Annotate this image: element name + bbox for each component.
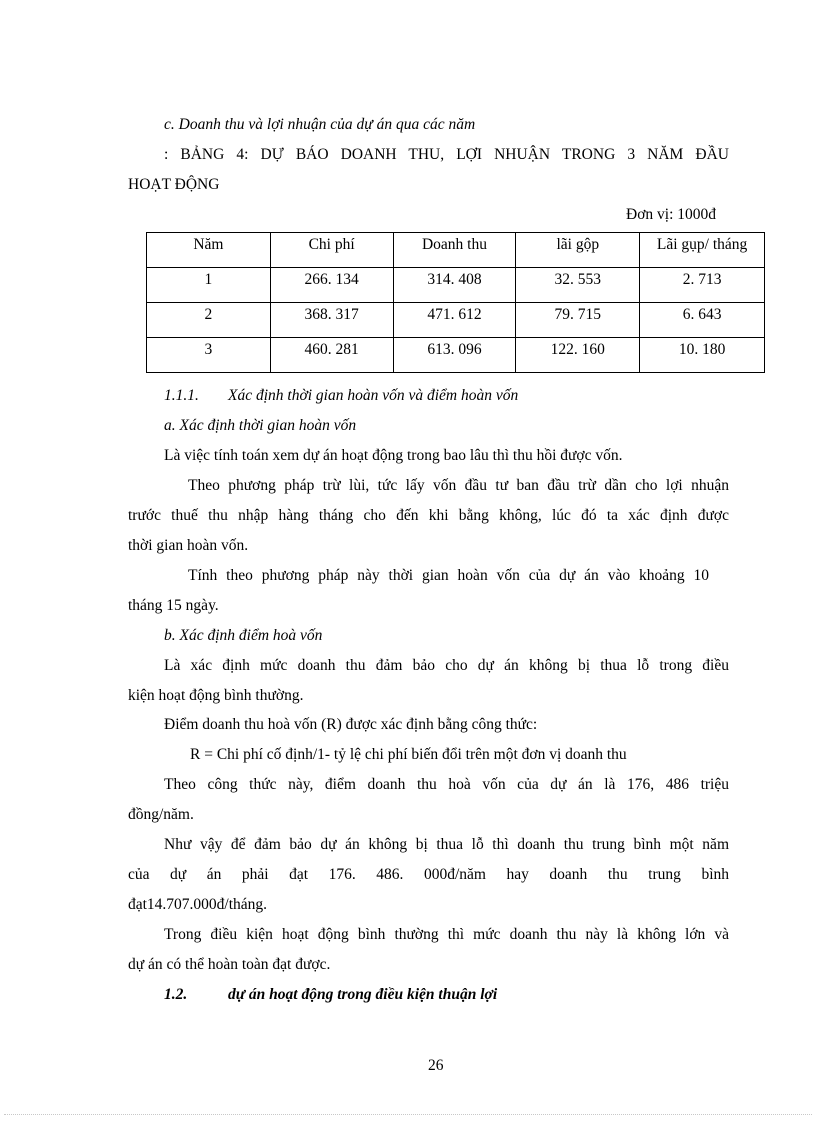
table-cell: 460. 281 [270, 338, 393, 373]
heading-title: dự án hoạt động trong điều kiện thuận lợi [228, 986, 498, 1003]
paragraph-1: Là việc tính toán xem dự án hoạt động trong bao lâu thì thu hồi được vốn. [164, 447, 623, 464]
table-row [147, 268, 765, 303]
table-row [147, 303, 765, 338]
table-cell: 613. 096 [393, 338, 516, 373]
page-number: 26 [428, 1057, 444, 1074]
paragraph-7-line-2: của dự án phải đạt 176. 486. 000đ/năm hay doanh thu trung bình [128, 866, 729, 883]
table-header-cell: Năm [147, 233, 271, 268]
heading-number: 1.2. [164, 986, 188, 1003]
paragraph-8-line-1: Trong điều kiện hoạt động bình thường thì mức doanh thu này là không lớn và [164, 926, 729, 943]
table-cell: 2 [147, 303, 271, 338]
paragraph-6-line-1: Theo công thức này, điểm doanh thu hoà vốn của dự án là 176, 486 triệu [164, 776, 729, 793]
table-cell: 2. 713 [640, 268, 765, 303]
paragraph-7-line-3: đạt14.707.000đ/tháng. [128, 896, 268, 913]
unit-label: Đơn vị: 1000đ [626, 206, 717, 223]
paragraph-3-line-2: tháng 15 ngày. [128, 597, 219, 614]
table-row [147, 338, 765, 373]
page-bottom-border [4, 1114, 812, 1115]
table-header-cell: Doanh thu [393, 233, 516, 268]
table-caption-line-1: : BẢNG 4: DỰ BÁO DOANH THU, LỢI NHUẬN TRONG 3 NĂM ĐẦU [164, 146, 729, 163]
paragraph-2-line-2: trước thuế thu nhập hàng tháng cho đến khi bằng không, lúc đó ta xác định được [128, 507, 729, 524]
table-cell: 3 [147, 338, 271, 373]
table-cell: 122. 160 [516, 338, 640, 373]
table-header-cell: Chi phí [270, 233, 393, 268]
paragraph-2-line-3: thời gian hoàn vốn. [128, 537, 249, 554]
paragraph-7-line-1: Như vậy để đảm bảo dự án không bị thua lỗ thì doanh thu trung bình một năm [164, 836, 729, 853]
table-cell: 10. 180 [640, 338, 765, 373]
forecast-table [146, 232, 765, 373]
table-header-cell: Lãi gụp/ tháng [640, 233, 765, 268]
table-cell: 6. 643 [640, 303, 765, 338]
section-c-title: c. Doanh thu và lợi nhuận của dự án qua các năm [164, 116, 476, 133]
table-header-cell: lãi gộp [516, 233, 640, 268]
heading-a: a. Xác định thời gian hoàn vốn [164, 417, 357, 434]
heading-b: b. Xác định điểm hoà vốn [164, 627, 323, 644]
heading-1-2 [164, 985, 497, 1005]
heading-title: Xác định thời gian hoàn vốn và điểm hoàn vốn [228, 387, 519, 404]
paragraph-2-line-1: Theo phương pháp trừ lùi, tức lấy vốn đầu tư ban đầu trừ dần cho lợi nhuận [188, 477, 729, 494]
table-cell: 32. 553 [516, 268, 640, 303]
table-cell: 368. 317 [270, 303, 393, 338]
paragraph-4-line-2: kiện hoạt động bình thường. [128, 687, 304, 704]
table-cell: 314. 408 [393, 268, 516, 303]
paragraph-8-line-2: dự án có thể hoàn toàn đạt được. [128, 956, 331, 973]
table-cell: 471. 612 [393, 303, 516, 338]
table-header-row [147, 233, 765, 268]
table-cell: 79. 715 [516, 303, 640, 338]
paragraph-4-line-1: Là xác định mức doanh thu đảm bảo cho dự án không bị thua lỗ trong điều [164, 657, 729, 674]
paragraph-5: Điểm doanh thu hoà vốn (R) được xác định bằng công thức: [164, 716, 538, 733]
paragraph-6-line-2: đồng/năm. [128, 806, 194, 823]
heading-number: 1.1.1. [164, 387, 199, 404]
heading-1-1-1 [164, 386, 518, 406]
table-cell: 1 [147, 268, 271, 303]
paragraph-3-line-1: Tính theo phương pháp này thời gian hoàn vốn của dự án vào khoảng 10 [188, 567, 709, 584]
table-cell: 266. 134 [270, 268, 393, 303]
table-caption-line-2: HOẠT ĐỘNG [128, 176, 220, 193]
formula: R = Chi phí cố định/1- tỷ lệ chi phí biến đổi trên một đơn vị doanh thu [190, 746, 627, 763]
